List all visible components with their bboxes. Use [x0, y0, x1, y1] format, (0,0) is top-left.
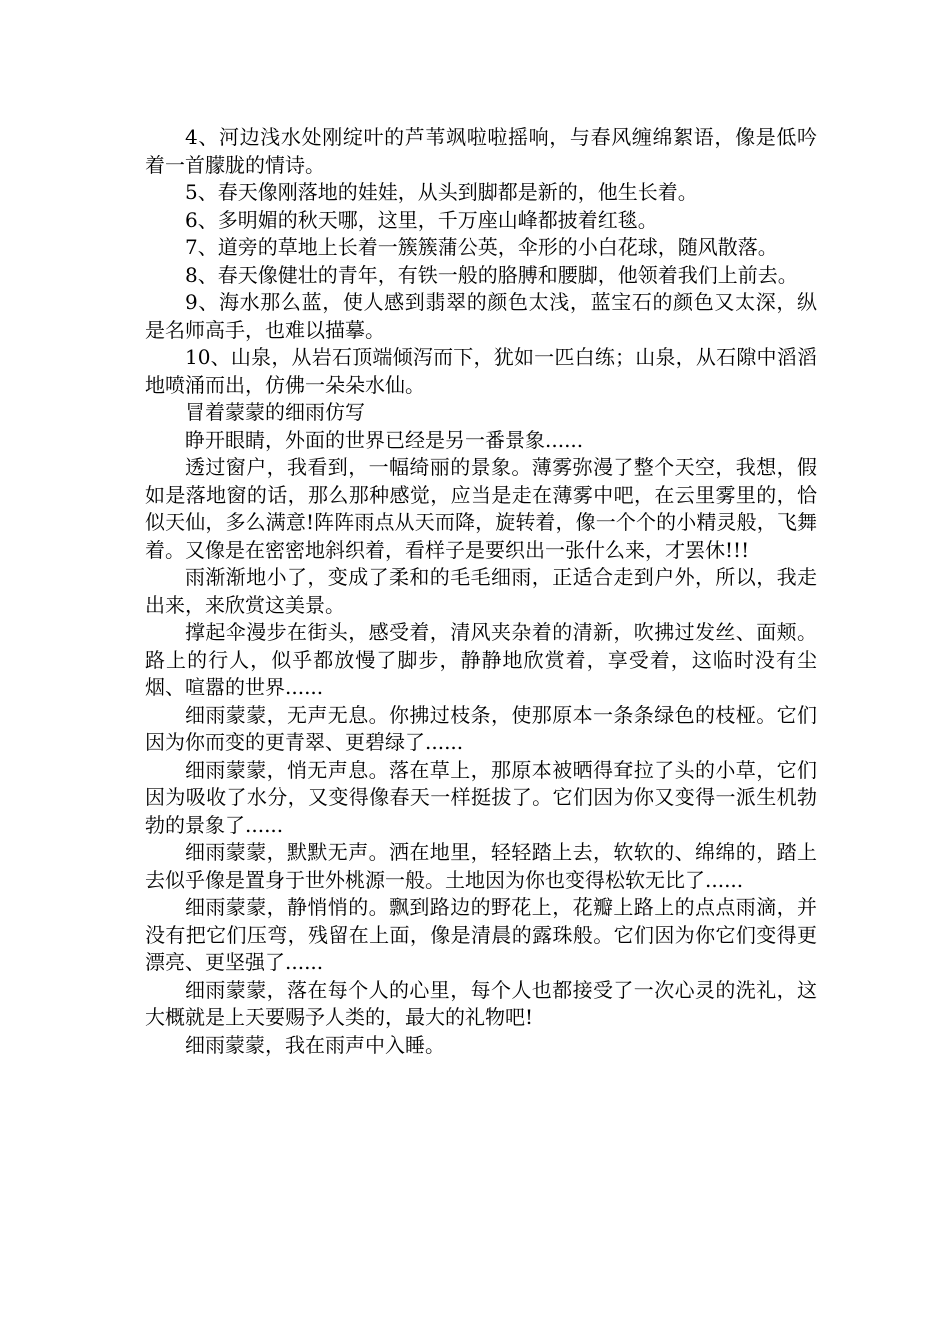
essay-paragraph: 撑起伞漫步在街头，感受着，清风夹杂着的清新，吹拂过发丝、面颊。路上的行人，似乎都放慢了脚步，静静地欣赏着，享受着，这临时没有尘烟、喧嚣的世界...... [145, 620, 817, 699]
paragraph-item-8: 8、春天像健壮的青年，有铁一般的胳膊和腰脚，他领着我们上前去。 [185, 262, 798, 287]
document-body [145, 124, 817, 1059]
essay-paragraph: 细雨蒙蒙，默默无声。洒在地里，轻轻踏上去，软软的、绵绵的，踏上去似乎像是置身于世外桃源一般。土地因为你也变得松软无比了...... [145, 840, 817, 892]
essay-paragraph: 细雨蒙蒙，悄无声息。落在草上，那原本被晒得耷拉了头的小草，它们因为吸收了水分，又变得像春天一样挺拔了。它们因为你又变得一派生机勃勃的景象了...... [145, 757, 817, 837]
paragraph-item-10: 10、山泉，从岩石顶端倾泻而下，犹如一匹白练；山泉，从石隙中滔滔地喷涌而出，仿佛一朵朵水仙。 [145, 345, 817, 397]
essay-paragraph: 透过窗户，我看到，一幅绮丽的景象。薄雾弥漫了整个天空，我想，假如是落地窗的话，那么那种感觉，应当是走在薄雾中吧，在云里雾里的，恰似天仙，多么满意!阵阵雨点从天而降，旋转着，像一个个的小精灵般，飞舞着。又像是在密密地斜织着，看样子是要织出一张什么来，才罢休!!! [145, 455, 817, 562]
essay-paragraph: 细雨蒙蒙，静悄悄的。飘到路边的野花上，花瓣上路上的点点雨滴，并没有把它们压弯，残留在上面，像是清晨的露珠般。它们因为你它们变得更漂亮、更坚强了...... [145, 895, 817, 974]
paragraph-item-5: 5、春天像刚落地的娃娃，从头到脚都是新的，他生长着。 [185, 180, 698, 204]
essay-paragraph: 细雨蒙蒙，落在每个人的心里，每个人也都接受了一次心灵的洗礼，这大概就是上天要赐予人类的，最大的礼物吧! [145, 977, 817, 1029]
paragraph-item-7: 7、道旁的草地上长着一簇簇蒲公英，伞形的小白花球，随风散落。 [185, 235, 778, 259]
essay-paragraph: 细雨蒙蒙，无声无息。你拂过枝条，使那原本一条条绿色的枝桠。它们因为你而变的更青翠、更碧绿了...... [145, 702, 817, 754]
essay-paragraph: 细雨蒙蒙，我在雨声中入睡。 [185, 1032, 445, 1057]
paragraph-item-9: 9、海水那么蓝，使人感到翡翠的颜色太浅，蓝宝石的颜色又太深，纵是名师高手，也难以描摹。 [145, 290, 817, 342]
paragraph-item-4: 4、河边浅水处刚绽叶的芦苇飒啦啦摇响，与春风缠绵絮语，像是低吟着一首朦胧的情诗。 [145, 125, 817, 177]
essay-paragraph: 睁开眼睛，外面的世界已经是另一番景象...... [185, 427, 584, 452]
essay-paragraph: 雨渐渐地小了，变成了柔和的毛毛细雨，正适合走到户外，所以，我走出来，来欣赏这美景。 [145, 565, 817, 617]
paragraph-item-6: 6、多明媚的秋天哪，这里，千万座山峰都披着红毯。 [185, 207, 658, 232]
section-heading: 冒着蒙蒙的细雨仿写 [185, 400, 365, 424]
